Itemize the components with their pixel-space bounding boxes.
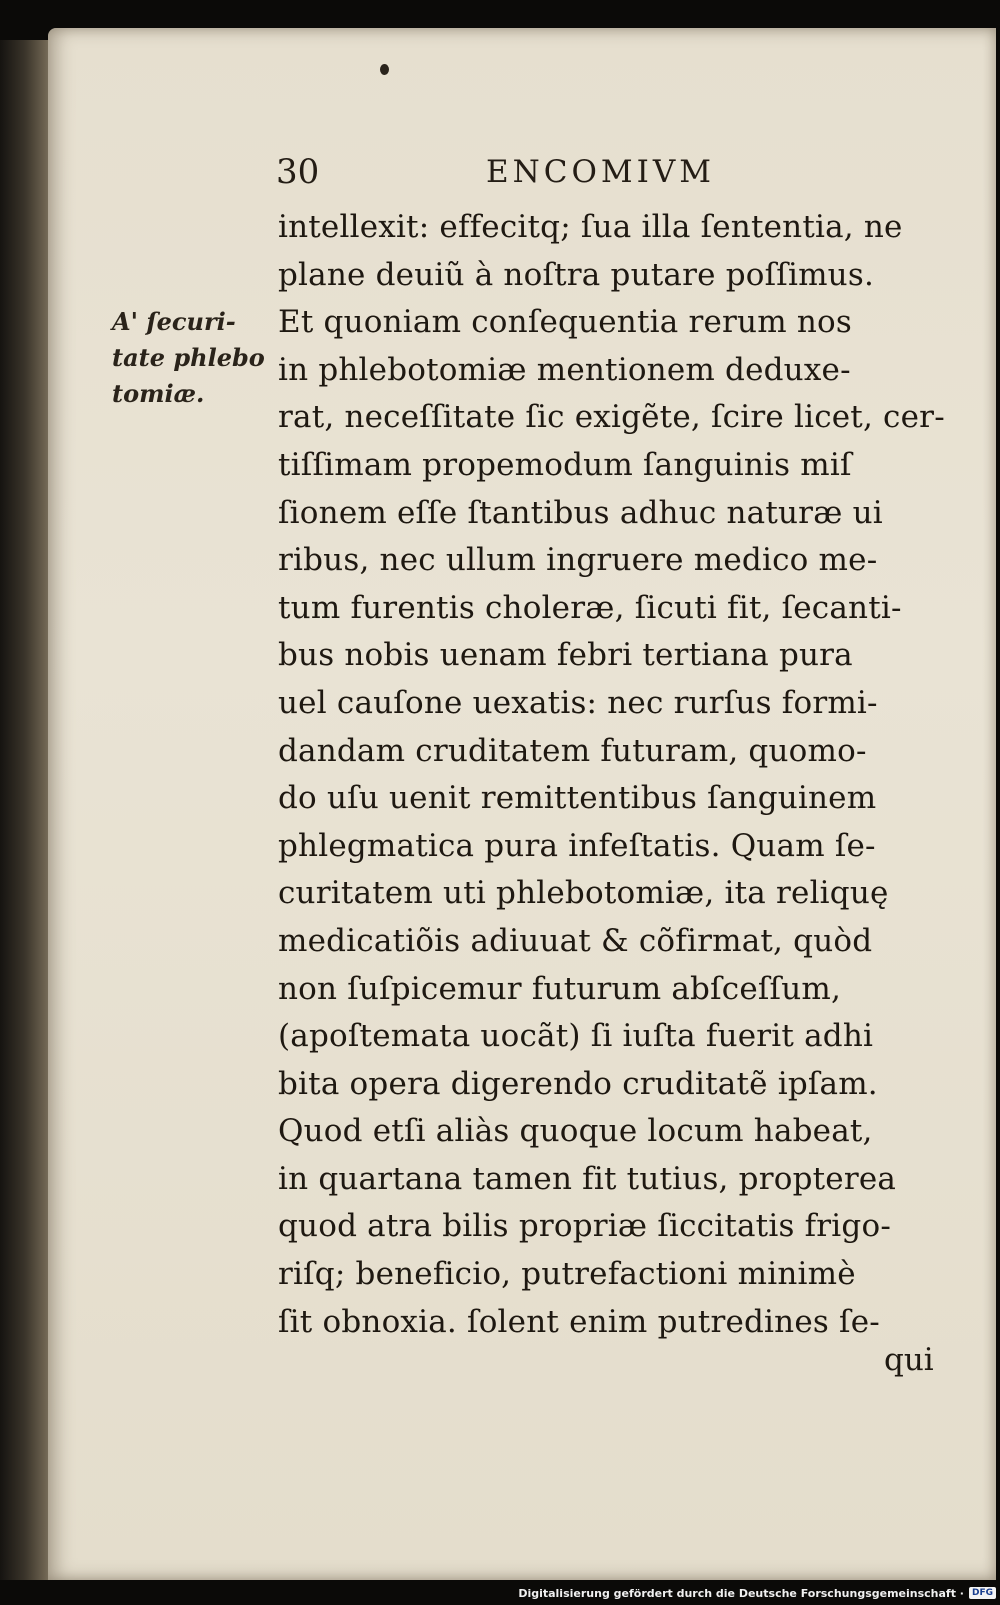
main-text-block bbox=[278, 204, 944, 1346]
ink-spot bbox=[380, 64, 389, 75]
text-line: Et quoniam conſequentia rerum nos bbox=[278, 304, 852, 341]
running-head bbox=[276, 150, 796, 194]
book-edge bbox=[0, 40, 55, 1580]
text-line: phlegmatica pura infeſtatis. Quam ſe- bbox=[278, 827, 876, 864]
text-line: bita opera digerendo cruditatẽ ipſam. bbox=[278, 1065, 878, 1102]
marginal-note-line: tate phlebo bbox=[112, 343, 265, 372]
text-line: curitatem uti phlebotomiæ, ita reliquę bbox=[278, 875, 889, 912]
text-line: (apoſtemata uocãt) ſi iuſta fuerit adhi bbox=[278, 1018, 874, 1055]
digitization-credit bbox=[518, 1583, 996, 1603]
text-line: ſit obnoxia. ſolent enim putredines ſe- bbox=[278, 1303, 880, 1340]
text-line: non ſuſpicemur futurum abſceſſum, bbox=[278, 970, 842, 1007]
text-line: rat, neceſſitate ſic exigẽte, ſcire licet, cer- bbox=[278, 399, 945, 436]
page-number: 30 bbox=[276, 152, 320, 192]
book-page bbox=[48, 28, 996, 1580]
text-line: ſionem eſſe ſtantibus adhuc naturæ ui bbox=[278, 494, 883, 531]
marginal-note bbox=[112, 304, 272, 412]
text-line: ribus, nec ullum ingruere medico me- bbox=[278, 542, 878, 579]
digitization-credit-text: Digitalisierung gefördert durch die Deutsche Forschungsgemeinschaft · bbox=[518, 1586, 964, 1600]
text-line: in quartana tamen fit tutius, propterea bbox=[278, 1160, 897, 1197]
text-line: in phlebotomiæ mentionem deduxe- bbox=[278, 351, 851, 388]
marginal-note-line: tomiæ. bbox=[112, 379, 205, 408]
text-line: intellexit: effecitq; ſua illa ſententia, ne bbox=[278, 209, 903, 245]
text-line: Quod etſi aliàs quoque locum habeat, bbox=[278, 1113, 873, 1150]
text-line: quod atra bilis propriæ ſiccitatis frigo- bbox=[278, 1208, 892, 1245]
text-line: do uſu uenit remittentibus ſanguinem bbox=[278, 780, 877, 817]
text-line: plane deuiũ à noſtra putare poſſimus. bbox=[278, 256, 875, 293]
text-line: uel cauſone uexatis: nec rurſus formi- bbox=[278, 684, 878, 721]
running-title: ENCOMIVM bbox=[486, 154, 716, 190]
catch-word: qui bbox=[884, 1342, 934, 1378]
text-line: riſq; beneficio, putrefactioni minimè bbox=[278, 1256, 856, 1293]
text-line: medicatiõis adiuuat & cõfirmat, quòd bbox=[278, 922, 873, 959]
text-line: dandam cruditatem futuram, quomo- bbox=[278, 732, 867, 769]
text-line: tum furentis choleræ, ſicuti fit, ſecanti- bbox=[278, 589, 902, 626]
marginal-note-line: A' ſecuri- bbox=[112, 307, 236, 336]
dfg-logo: DFG bbox=[969, 1587, 996, 1599]
text-line: tiſſimam propemodum ſanguinis miſ bbox=[278, 446, 852, 483]
text-line: bus nobis uenam febri tertiana pura bbox=[278, 637, 853, 674]
